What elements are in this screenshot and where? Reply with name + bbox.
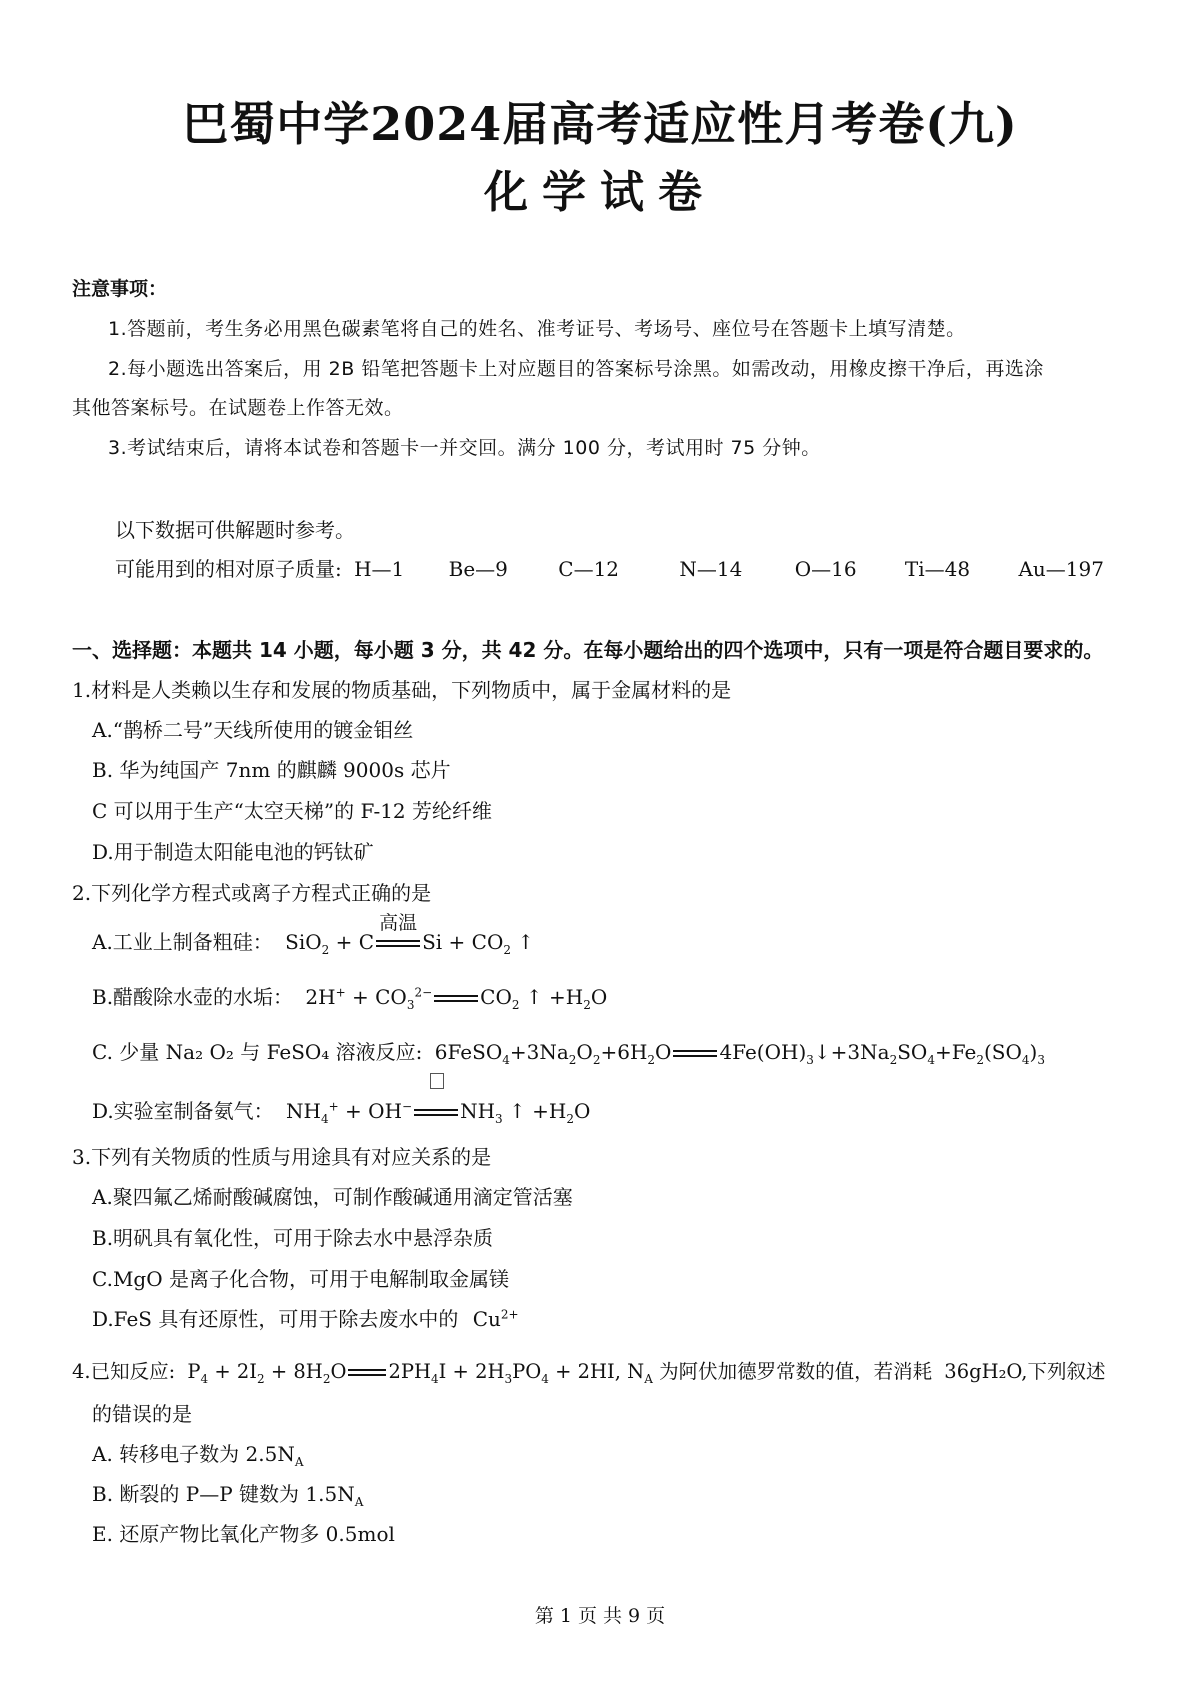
atomic-mass-be: Be—9 <box>448 557 508 581</box>
question-4-prefix: 4.已知反应: <box>72 1360 176 1383</box>
atomic-mass-n: N—14 <box>679 557 743 581</box>
question-1-option-b: B. 华为纯国产 7nm 的麒麟 9000s 芯片 <box>92 758 451 782</box>
equation-c: $6FeSO_4+3Na_2O_2+6H_2O$ $4Fe(OH)_3↓+3Na_2SO_4+Fe_2(SO_4)_3$ <box>434 1040 1045 1067</box>
question-4-option-b-text: B. 断裂的 P—P 键数为 1.5N <box>92 1482 355 1506</box>
question-3-option-c: C.MgO 是离子化合物，可用于电解制取金属镁 <box>92 1267 509 1291</box>
notice-item-2-line-1: 2.每小题选出答案后，用 2B 铅笔把答题卡上对应题目的答案标号涂黑。如需改动，用橡皮擦干净后，再选涂 <box>108 358 1044 380</box>
question-1-option-c: C 可以用于生产“太空天梯”的 F-12 芳纶纤维 <box>92 799 493 823</box>
copper-ion: $Cu^{2+}$ <box>472 1307 519 1331</box>
equation-d: $NH_4^+ + OH^-$ $NH_3$ ↑ $+H_2O$ <box>286 1099 590 1123</box>
question-4-option-b-subscript: A <box>354 1495 364 1509</box>
question-2-option-a-label: A.工业上制备粗硅： <box>92 930 273 954</box>
question-2-option-c-label: C. 少量 Na₂ O₂ 与 FeSO₄ 溶液反应: <box>92 1040 423 1064</box>
question-3-option-d-label: D.FeS 具有还原性，可用于除去废水中的 <box>92 1307 459 1331</box>
atomic-mass-o: O—16 <box>794 557 857 581</box>
atomic-mass-au: Au—197 <box>1018 557 1104 581</box>
equation-b: $2H^+ + CO_3^{2-}$ $CO_2$ ↑ $+H_2O$ <box>305 985 608 1012</box>
question-3-option-b: B.明矾具有氧化性，可用于除去水中悬浮杂质 <box>92 1226 494 1250</box>
heating-condition-icon <box>430 1073 444 1089</box>
notice-item-2-line-2: 其他答案标号。在试题卷上作答无效。 <box>72 397 404 419</box>
question-3-stem: 3.下列有关物质的性质与用途具有对应关系的是 <box>72 1145 492 1169</box>
question-2-option-d-label: D.实验室制备氨气： <box>92 1099 274 1123</box>
question-4-mid: 为阿伏加德罗常数的值，若消耗 <box>659 1360 933 1383</box>
question-4-option-a-text: A. 转移电子数为 2.5N <box>92 1442 295 1466</box>
question-2-option-c <box>92 1036 1045 1067</box>
question-4-option-e: E. 还原产物比氧化产物多 0.5mol <box>92 1522 395 1546</box>
question-3-option-a: A.聚四氟乙烯耐酸碱腐蚀，可制作酸碱通用滴定管活塞 <box>92 1185 573 1209</box>
atomic-mass-c: C—12 <box>558 557 620 581</box>
atomic-mass-row <box>115 553 1104 582</box>
question-4-mass: 36gH₂O, <box>944 1360 1028 1383</box>
question-1-option-a: A.“鹊桥二号”天线所使用的镀金钼丝 <box>92 718 414 742</box>
atomic-mass-h: H—1 <box>354 557 405 581</box>
atomic-mass-ti: Ti—48 <box>904 557 971 581</box>
reaction-condition-high-temp: 高温 <box>379 912 418 934</box>
question-4-option-b <box>92 1478 363 1509</box>
equation-a: SiO$_2$ + C 高温 $Si + CO_2$ ↑ <box>285 930 534 954</box>
section-1-heading: 一、选择题：本题共 14 小题，每小题 3 分，共 42 分。在每小题给出的四个选项中，只有一项是符合题目要求的。 <box>72 638 1104 662</box>
notice-item-3: 3.考试结束后，请将本试卷和答题卡一并交回。满分 100 分，考试用时 75 分钟。 <box>108 437 821 459</box>
exam-subject: 化学试卷 <box>484 167 716 218</box>
exam-title: 巴蜀中学2024届高考适应性月考卷(九) <box>182 97 1018 151</box>
question-1-stem: 1.材料是人类赖以生存和发展的物质基础，下列物质中，属于金属材料的是 <box>72 678 732 702</box>
question-2-option-b-label: B.醋酸除水壶的水垢： <box>92 985 294 1009</box>
question-4-option-a-subscript: A <box>294 1455 304 1469</box>
question-2-option-d <box>92 1095 590 1126</box>
question-2-stem: 2.下列化学方程式或离子方程式正确的是 <box>72 881 432 905</box>
question-1-option-d: D.用于制造太阳能电池的钙钛矿 <box>92 840 374 864</box>
question-2-option-a <box>92 912 535 957</box>
atomic-mass-label: 可能用到的相对原子质量: <box>115 557 342 581</box>
page-number: 第 1 页 共 9 页 <box>534 1605 666 1627</box>
notice-heading: 注意事项： <box>72 278 168 300</box>
question-4-option-a <box>92 1438 304 1469</box>
question-2-option-b <box>92 981 607 1012</box>
reference-intro: 以下数据可供解题时参考。 <box>115 518 355 542</box>
question-4-suffix: 下列叙述 <box>1027 1360 1106 1383</box>
question-4-stem <box>72 1356 1105 1386</box>
question-4-stem-line-2: 的错误的是 <box>92 1402 192 1426</box>
question-3-option-d <box>92 1303 519 1332</box>
notice-item-1: 1.答题前，考生务必用黑色碳素笔将自己的姓名、准考证号、考场号、座位号在答题卡上填写清楚。 <box>108 318 966 340</box>
equation-q4: $P_4 + 2I_2 + 8H_2O$ $2PH_4I + 2H_3PO_4 + 2HI$, $N_A$ <box>187 1360 653 1386</box>
